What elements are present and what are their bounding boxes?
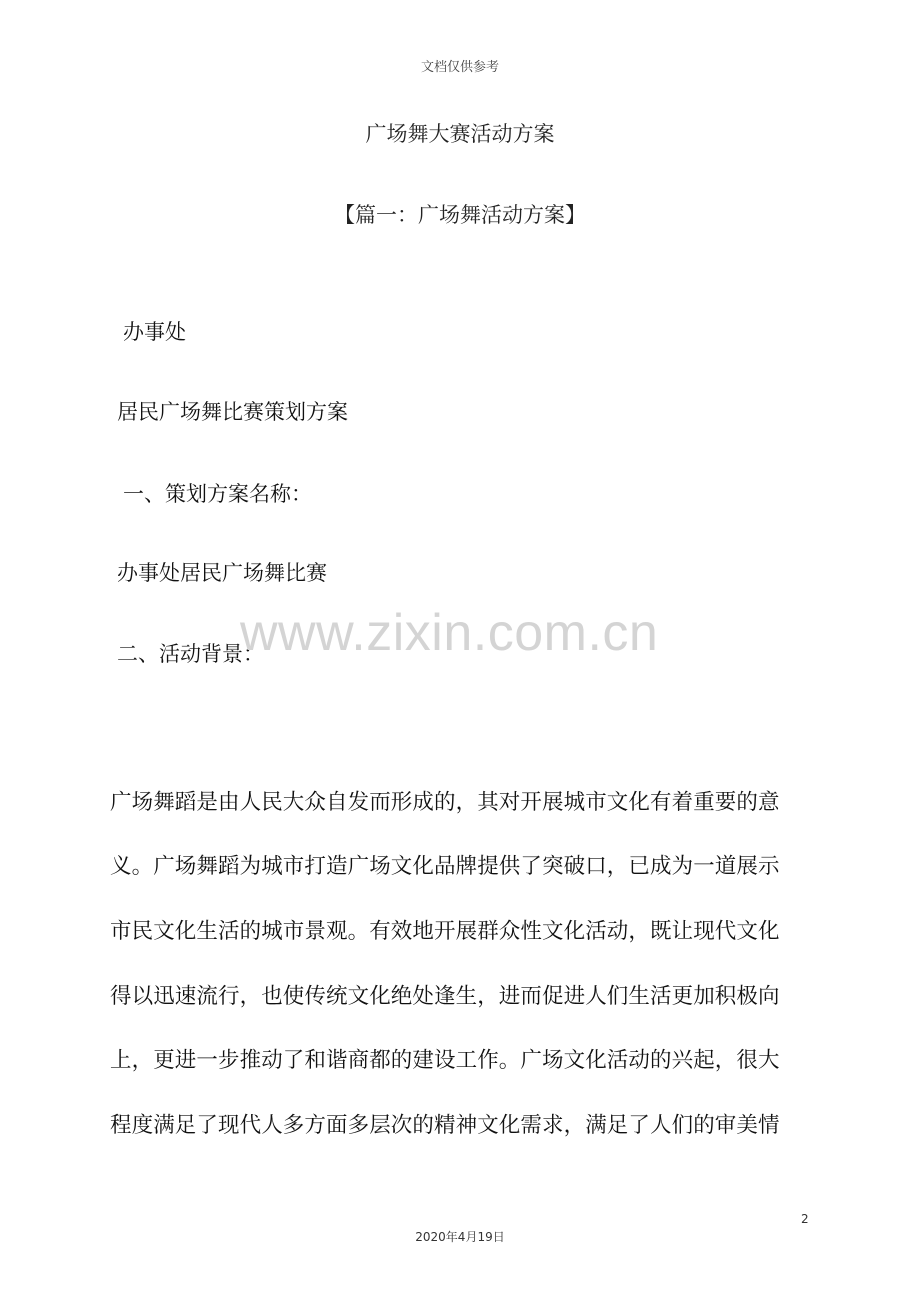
header-note: 文档仅供参考 xyxy=(420,60,499,75)
paragraph-line: 义。广场舞蹈为城市打造广场文化品牌提供了突破口，已成为一道展示 xyxy=(110,854,780,879)
footer-date: 2020年4月19日 xyxy=(415,1230,505,1244)
paragraph-line: 广场舞蹈是由人民大众自发而形成的，其对开展城市文化有着重要的意 xyxy=(110,790,780,815)
document-subtitle: 【篇一：广场舞活动方案】 xyxy=(334,203,586,227)
line-section-two: 二、活动背景： xyxy=(117,642,264,666)
line-plan-title: 居民广场舞比赛策划方案 xyxy=(117,400,348,424)
watermark: www.zixin.com.cn xyxy=(240,604,659,662)
line-event-name: 办事处居民广场舞比赛 xyxy=(117,561,327,585)
document-title: 广场舞大赛活动方案 xyxy=(365,122,555,146)
line-section-one: 一、策划方案名称： xyxy=(123,482,312,506)
line-office: 办事处 xyxy=(123,320,186,344)
paragraph-line: 市民文化生活的城市景观。有效地开展群众性文化活动，既让现代文化 xyxy=(110,919,780,944)
paragraph-line: 上，更进一步推动了和谐商都的建设工作。广场文化活动的兴起，很大 xyxy=(110,1048,780,1073)
paragraph-line: 程度满足了现代人多方面多层次的精神文化需求，满足了人们的审美情 xyxy=(110,1113,780,1138)
page-number: 2 xyxy=(801,1212,809,1226)
paragraph-line: 得以迅速流行，也使传统文化绝处逢生，进而促进人们生活更加积极向 xyxy=(110,984,780,1009)
